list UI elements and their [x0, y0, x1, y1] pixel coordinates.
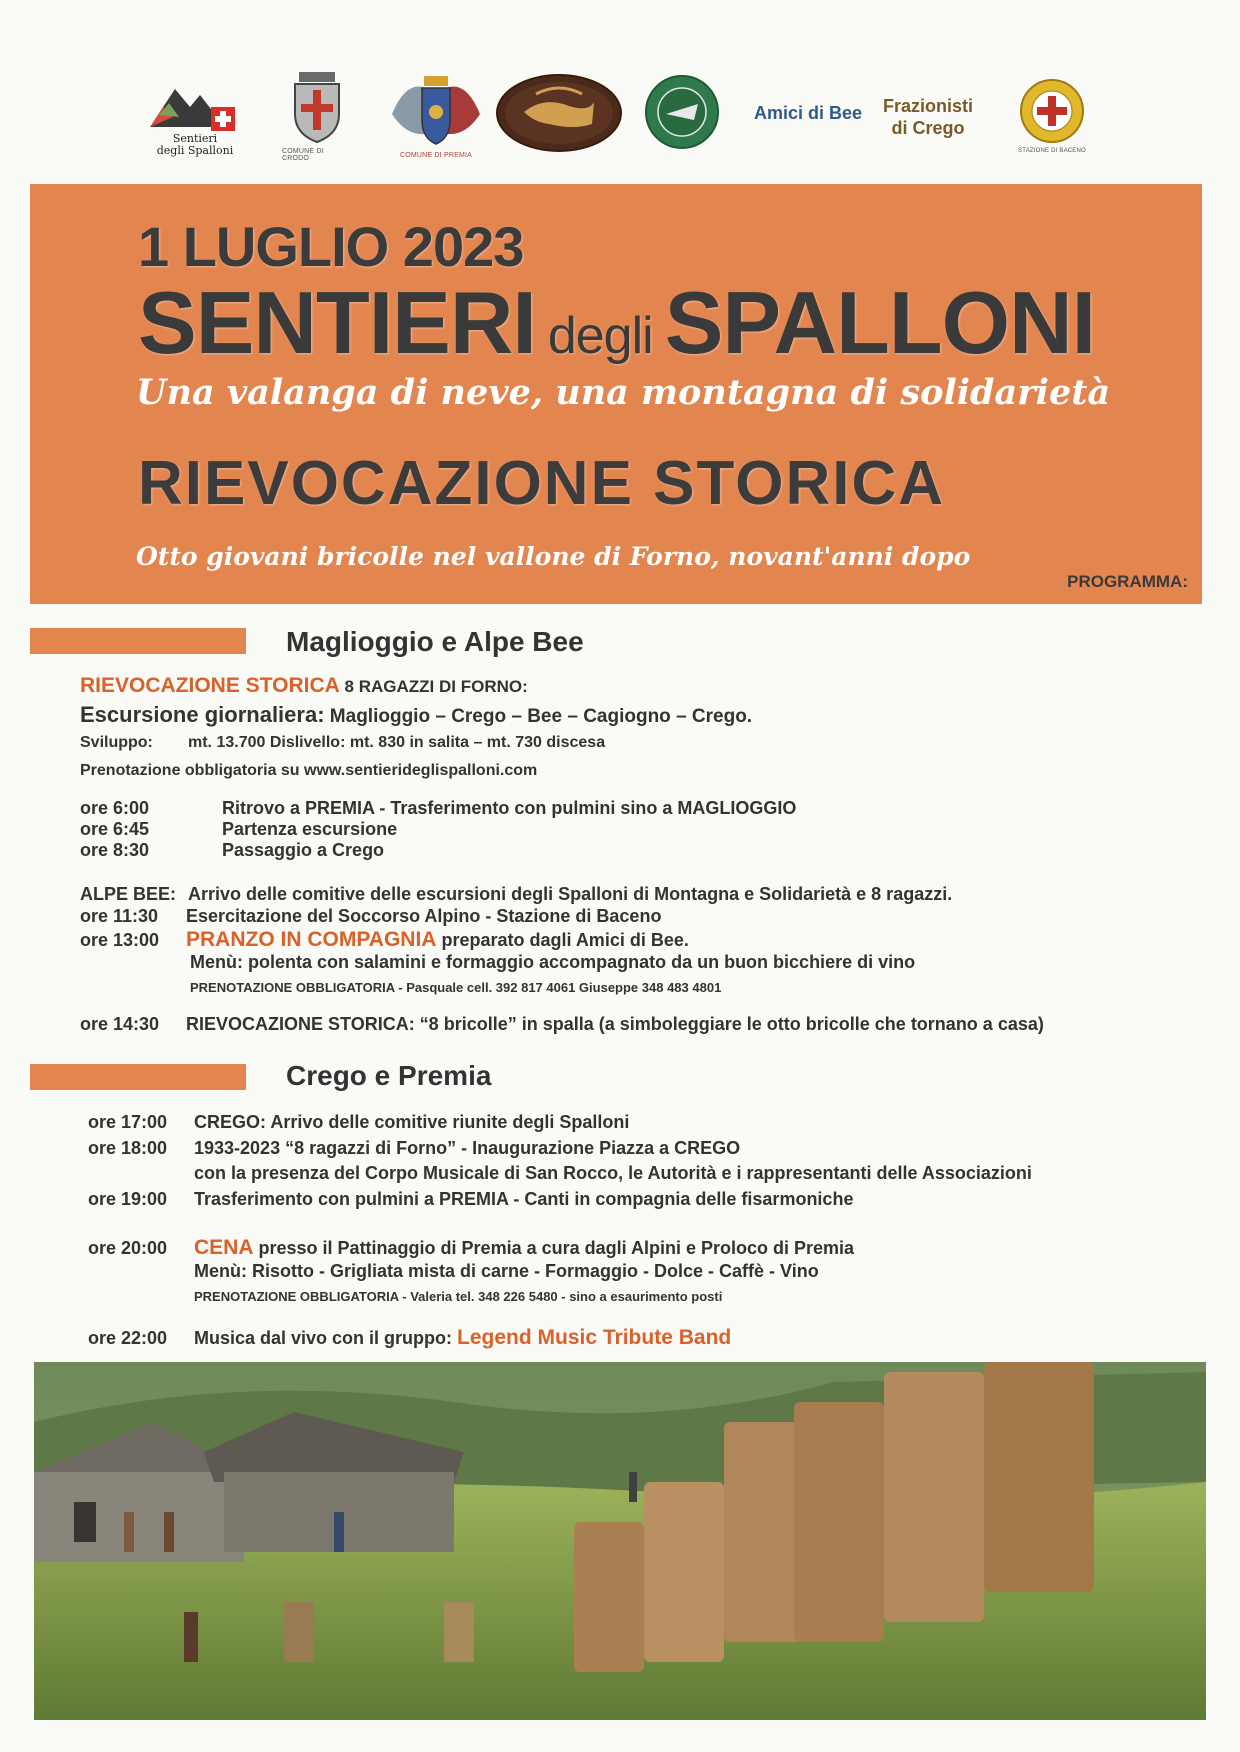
premia-caption: COMUNE DI PREMIA	[399, 151, 473, 159]
escursione-line	[80, 702, 752, 728]
band-name: Legend Music Tribute Band	[457, 1326, 732, 1349]
escursione-label: Escursione giornaliera:	[80, 702, 325, 727]
riev-line	[80, 674, 528, 698]
schedule-row-0600	[80, 798, 796, 819]
schedule-text: 1933-2023 “8 ragazzi di Forno” - Inaugurazione Piazza a CREGO	[194, 1138, 741, 1158]
pro-loco-emblem-icon	[494, 72, 624, 154]
pren1-line	[190, 980, 721, 995]
logo-soccorso-alpino	[1010, 70, 1094, 162]
cena-rest: presso il Pattinaggio di Premia a cura dagli Alpini e Proloco di Premia	[253, 1238, 855, 1258]
frazionisti-line2: di Crego	[891, 118, 965, 138]
schedule-time: ore 11:30	[80, 906, 159, 926]
alpe-label: ALPE BEE:	[80, 884, 177, 904]
schedule-row-2200	[88, 1326, 731, 1350]
alpe-text: Arrivo delle comitive delle escursioni degli Spalloni di Montagna e Solidarietà e 8 ragazzi.	[188, 884, 953, 904]
mountain-icon	[145, 77, 245, 133]
crest-icon	[287, 70, 347, 144]
crodo-caption: COMUNE DI CRODO	[282, 148, 324, 162]
schedule-row-0645	[80, 819, 397, 840]
rievocazione-subtitle: Otto giovani bricolle nel vallone di Forno, novant'anni dopo	[136, 542, 971, 571]
pranzo-label: PRANZO IN COMPAGNIA	[186, 928, 437, 951]
escursione-rest: Maglioggio – Crego – Bee – Cagiogno – Crego.	[324, 706, 753, 727]
schedule-time: ore 19:00	[88, 1189, 168, 1209]
schedule-text: Partenza escursione	[222, 819, 398, 839]
schedule-text: Ritrovo a PREMIA - Trasferimento con pulmini sino a MAGLIOGGIO	[222, 798, 797, 818]
schedule-text: Esercitazione del Soccorso Alpino - Stazione di Baceno	[186, 906, 662, 926]
schedule-row-1800-cont: con la presenza del Corpo Musicale di San Rocco, le Autorità e i rappresentanti delle Associazioni	[194, 1163, 1032, 1183]
baceno-caption: STAZIONE DI BACENO	[1018, 148, 1086, 154]
schedule-row-1700	[88, 1112, 629, 1133]
sentieri-logo-line1: Sentieri	[172, 132, 218, 146]
pranzo-rest: preparato dagli Amici di Bee.	[436, 930, 689, 950]
schedule-row-1300	[80, 928, 689, 952]
schedule-time: ore 22:00	[88, 1328, 168, 1348]
pren2-rest: - Valeria tel. 348 226 5480 - sino a esaurimento posti	[398, 1289, 723, 1304]
sviluppo-line	[80, 734, 605, 752]
sviluppo-rest: mt. 13.700 Dislivello: mt. 830 in salita – mt. 730 discesa	[188, 734, 606, 751]
schedule-time: ore 20:00	[88, 1238, 168, 1258]
mountain-scene-photo	[34, 1362, 1206, 1720]
title-degli: degli	[547, 307, 653, 365]
alpini-badge-icon	[644, 74, 720, 150]
schedule-text: Musica dal vivo con il gruppo:	[194, 1328, 458, 1348]
schedule-text: RIEVOCAZIONE STORICA: “8 bricolle” in spalla (a simboleggiare le otto bricolle che tornano a casa)	[186, 1014, 1044, 1034]
pren2-line	[194, 1289, 722, 1304]
logo-ana-alpini	[642, 72, 722, 152]
schedule-row-1430	[80, 1014, 1044, 1035]
rievocazione-heading: RIEVOCAZIONE STORICA	[138, 449, 946, 518]
schedule-text: Trasferimento con pulmini a PREMIA - Canti in compagnia delle fisarmoniche	[194, 1189, 854, 1209]
event-title	[138, 272, 1095, 374]
pren1-rest: Pasquale cell. 392 817 4061 Giuseppe 348 483 4801	[406, 980, 722, 995]
logo-amici-di-bee	[750, 100, 866, 126]
schedule-time: ore 17:00	[88, 1112, 168, 1132]
alpe-bee-row	[80, 884, 952, 905]
title-sentieri: SENTIERI	[138, 273, 536, 372]
event-date: 1 LUGLIO 2023	[138, 215, 524, 278]
menu1-line: Menù: polenta con salamini e formaggio accompagnato da un buon bicchiere di vino	[190, 952, 916, 972]
programma-label: PROGRAMMA:	[1067, 572, 1188, 591]
riev-label: RIEVOCAZIONE STORICA	[80, 674, 340, 697]
schedule-time: ore 6:00	[80, 798, 150, 818]
section1-title: Maglioggio e Alpe Bee	[286, 626, 584, 657]
riev-rest: 8 RAGAZZI DI FORNO:	[339, 677, 528, 696]
schedule-text: Passaggio a Crego	[222, 840, 385, 860]
logo-comune-crodo	[282, 70, 352, 162]
title-spalloni: SPALLONI	[664, 273, 1096, 372]
schedule-time: ore 14:30	[80, 1014, 160, 1034]
schedule-time: ore 6:45	[80, 819, 150, 839]
sviluppo-label: Sviluppo:	[80, 734, 153, 751]
pren1-label: PRENOTAZIONE OBBLIGATORIA -	[190, 980, 407, 995]
logo-comune-premia	[384, 70, 488, 162]
section2-bar	[30, 1064, 246, 1090]
schedule-time: ore 8:30	[80, 840, 150, 860]
schedule-time: ore 18:00	[88, 1138, 168, 1158]
cena-label: CENA	[194, 1236, 254, 1259]
section2-title: Crego e Premia	[286, 1060, 492, 1091]
sentieri-logo-line2: degli Spalloni	[156, 144, 234, 157]
schedule-row-1800	[88, 1138, 740, 1159]
schedule-time: ore 13:00	[80, 930, 160, 950]
prenotazione-line: Prenotazione obbligatoria su www.sentierideglispalloni.com	[80, 762, 538, 779]
soccorso-alpino-badge-icon	[1019, 78, 1085, 144]
schedule-row-2000	[88, 1236, 854, 1260]
title-banner	[30, 184, 1202, 604]
amici-label: Amici di Bee	[753, 102, 863, 123]
section1-bar	[30, 628, 246, 654]
event-subtitle: Una valanga di neve, una montagna di solidarietà	[136, 372, 1111, 413]
coat-of-arms-icon	[386, 74, 486, 148]
frazionisti-line1: Frazionisti	[882, 95, 973, 116]
photo-illustration	[34, 1362, 1206, 1720]
schedule-row-0830	[80, 840, 384, 861]
logo-sentieri-spalloni	[140, 74, 250, 160]
pren2-label: PRENOTAZIONE OBBLIGATORIA	[194, 1289, 399, 1304]
menu2-line: Menù: Risotto - Grigliata mista di carne - Formaggio - Dolce - Caffè - Vino	[194, 1261, 819, 1281]
logo-frazionisti-crego	[876, 92, 980, 142]
schedule-text: CREGO: Arrivo delle comitive riunite degli Spalloni	[194, 1112, 630, 1132]
schedule-row-1130	[80, 906, 661, 927]
schedule-row-1900	[88, 1189, 853, 1210]
logo-pro-loco	[494, 72, 624, 154]
